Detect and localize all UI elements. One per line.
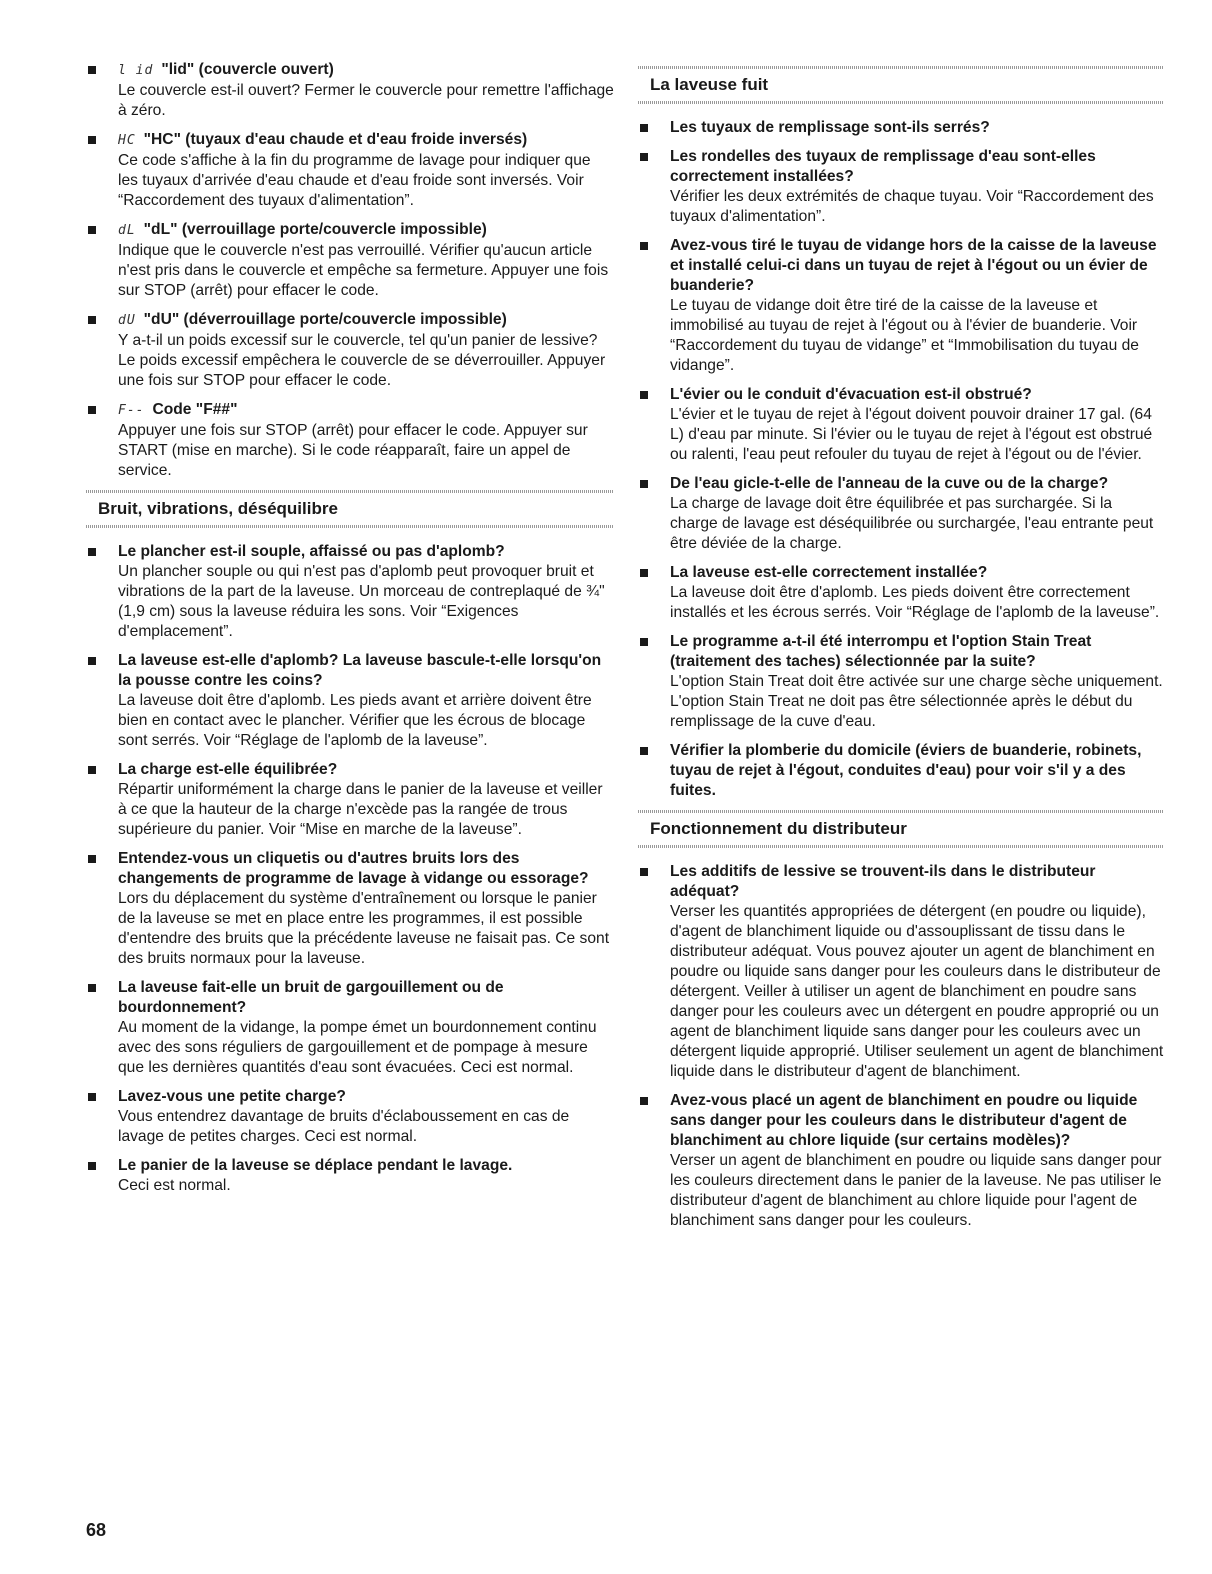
list-item [86,60,614,121]
item-answer: Indique que le couvercle n'est pas verrouillé. Vérifier qu'aucun article n'est pris dans le couvercle et empêche sa fermeture. Appuyer une fois sur STOP (arrêt) pour effacer le code. [118,242,609,299]
list-item [638,236,1164,376]
item-question: l id "lid" (couvercle ouvert) [118,61,334,78]
list-item [86,130,614,211]
list-item [86,760,614,840]
item-answer: Ce code s'affiche à la fin du programme de lavage pour indiquer que les tuyaux d'arrivée d'eau chaude et d'eau froide sont inversés. Voir “Raccordement des tuyaux d'alimentation”. [118,152,591,209]
display-code-icon: F-- [118,403,145,418]
bullet-icon [88,316,96,324]
divider [86,525,614,528]
error-code-list [86,60,614,481]
item-question: La laveuse fait-elle un bruit de gargouillement ou de bourdonnement? [118,979,504,1016]
item-answer: Verser un agent de blanchiment en poudre ou liquide sans danger pour les couleurs directement dans le panier de la laveuse. Ne pas utiliser le distributeur d'agent de blanchiment au chlore liquide pour l'agent de blanchiment sans danger pour les couleurs. [670,1152,1162,1229]
item-answer: Y a-t-il un poids excessif sur le couvercle, tel qu'un panier de lessive? Le poids excessif empêchera le couvercle de se déverrouiller. Appuyer une fois sur STOP pour effacer le code. [118,332,606,389]
bullet-icon [640,747,648,755]
item-question: HC "HC" (tuyaux d'eau chaude et d'eau froide inversés) [118,131,528,148]
section-header-dispenser [638,810,1164,848]
item-question: Les tuyaux de remplissage sont-ils serrés? [670,119,990,136]
list-item [638,147,1164,227]
bullet-icon [88,66,96,74]
item-question: Avez-vous tiré le tuyau de vidange hors de la caisse de la laveuse et installé celui-ci dans un tuyau de rejet à l'égout ou un évier de buanderie? [670,237,1157,294]
section-header-leak [638,66,1164,104]
section-title: La laveuse fuit [650,75,769,94]
list-item [86,220,614,301]
divider [638,845,1164,848]
bullet-icon [640,569,648,577]
list-item [638,862,1164,1082]
list-item [638,563,1164,623]
item-question: Les additifs de lessive se trouvent-ils dans le distributeur adéquat? [670,863,1096,900]
item-answer: Le tuyau de vidange doit être tiré de la caisse de la laveuse et immobilisé au tuyau de rejet à l'égout ou à l'évier de buanderie. Voir “Raccordement du tuyau de vidange” et “Immobilisation du tuyau de vidange”. [670,297,1139,374]
section-header-noise [86,490,614,528]
bullet-icon [88,226,96,234]
item-answer: La laveuse doit être d'aplomb. Les pieds doivent être correctement installés et les écrous serrés. Voir “Réglage de l'aplomb de la laveuse”. [670,584,1160,621]
item-question: L'évier ou le conduit d'évacuation est-il obstrué? [670,386,1032,403]
item-question: Vérifier la plomberie du domicile (éviers de buanderie, robinets, tuyau de rejet à l'égout, conduites d'eau) pour voir s'il y a des fuites. [670,742,1142,799]
list-item [638,474,1164,554]
item-answer: La laveuse doit être d'aplomb. Les pieds avant et arrière doivent être bien en contact avec le plancher. Vérifier que les écrous de blocage sont serrés. Voir “Réglage de l'aplomb de la laveuse”. [118,692,592,749]
item-question: Le plancher est-il souple, affaissé ou pas d'aplomb? [118,543,505,560]
item-answer: Ceci est normal. [118,1177,231,1194]
section-title: Fonctionnement du distributeur [650,819,907,838]
bullet-icon [640,480,648,488]
left-column [86,60,614,1205]
item-answer: L'option Stain Treat doit être activée sur une charge sèche uniquement. L'option Stain Treat ne doit pas être sélectionnée après le début du remplissage de la cuve d'eau. [670,673,1163,730]
item-question: Les rondelles des tuyaux de remplissage d'eau sont-elles correctement installées? [670,148,1096,185]
item-answer: Répartir uniformément la charge dans le panier de la laveuse et veiller à ce que la hauteur de la charge n'excède pas la rangée de trous supérieure du panier. Voir “Mise en marche de la laveuse”. [118,781,603,838]
item-question: La charge est-elle équilibrée? [118,761,338,778]
list-item [86,651,614,751]
item-answer: L'évier et le tuyau de rejet à l'égout doivent pouvoir drainer 17 gal. (64 L) d'eau par minute. Si l'évier ou le tuyau de rejet à l'égout est obstrué ou ralenti, l'eau peut refouler du tuyau de rejet à l'égout ou de l'évier. [670,406,1153,463]
bullet-icon [640,124,648,132]
item-answer: Verser les quantités appropriées de détergent (en poudre ou liquide), d'agent de blanchiment liquide ou d'assouplissant de tissu dans le distributeur adéquat. Vous pouvez ajouter un agent de blanchiment en poudre ou liquide sans danger pour les couleurs dans le distributeur de détergent. Veiller à utiliser un agent de blanchiment en poudre sans danger pour les couleurs avec un détergent en poudre approprié ou un agent de blanchiment liquide sans danger pour les couleurs avec un détergent liquide approprié. Utiliser seulement un agent de blanchiment liquide dans le distributeur d'agent de blanchiment. [670,903,1164,1080]
list-item [86,978,614,1078]
list-item [638,118,1164,138]
bullet-icon [88,548,96,556]
bullet-icon [640,1097,648,1105]
item-question: La laveuse est-elle d'aplomb? La laveuse bascule-t-elle lorsqu'on la pousse contre les coins? [118,652,602,689]
divider [638,101,1164,104]
item-answer: Lors du déplacement du système d'entraînement ou lorsque le panier de la laveuse se met en place entre les programmes, il est possible d'entendre des bruits que la précédente laveuse ne faisait pas. Ce sont des bruits normaux pour la laveuse. [118,890,610,967]
item-answer: Vous entendrez davantage de bruits d'éclaboussement en cas de lavage de petites charges. Ceci est normal. [118,1108,570,1145]
bullet-icon [640,638,648,646]
bullet-icon [640,391,648,399]
bullet-icon [88,1162,96,1170]
bullet-icon [88,766,96,774]
item-question: dL "dL" (verrouillage porte/couvercle impossible) [118,221,487,238]
item-answer: Appuyer une fois sur STOP (arrêt) pour effacer le code. Appuyer sur START (mise en marche). Si le code réapparaît, faire un appel de service. [118,422,588,479]
bullet-icon [88,855,96,863]
list-item [86,849,614,969]
list-item [638,741,1164,801]
item-answer: Au moment de la vidange, la pompe émet un bourdonnement continu avec des sons réguliers de gargouillement et de pompage à mesure que les dernières quantités d'eau sont évacuées. Ceci est normal. [118,1019,597,1076]
list-item [86,1156,614,1196]
page-number: 68 [86,1520,107,1540]
section-title: Bruit, vibrations, déséquilibre [98,499,338,518]
list-item [86,310,614,391]
bullet-icon [88,984,96,992]
dispenser-list [638,862,1164,1231]
list-item [86,1087,614,1147]
item-question: Entendez-vous un cliquetis ou d'autres bruits lors des changements de programme de lavage à vidange ou essorage? [118,850,589,887]
item-answer: La charge de lavage doit être équilibrée et pas surchargée. Si la charge de lavage est déséquilibrée ou surchargée, l'eau entrante peut être déviée de la charge. [670,495,1154,552]
item-question: dU "dU" (déverrouillage porte/couvercle impossible) [118,311,507,328]
display-code-icon: l id [118,63,154,78]
bullet-icon [88,657,96,665]
item-question: F-- Code "F##" [118,401,238,418]
right-column [638,60,1164,1240]
bullet-icon [88,136,96,144]
item-question: La laveuse est-elle correctement installée? [670,564,988,581]
item-question: Avez-vous placé un agent de blanchiment en poudre ou liquide sans danger pour les couleurs dans le distributeur d'agent de blanchiment au chlore liquide (sur certains modèles)? [670,1092,1138,1149]
bullet-icon [88,1093,96,1101]
item-question: De l'eau gicle-t-elle de l'anneau de la cuve ou de la charge? [670,475,1109,492]
bullet-icon [88,406,96,414]
bullet-icon [640,242,648,250]
list-item [638,1091,1164,1231]
item-question: Le programme a-t-il été interrompu et l'option Stain Treat (traitement des taches) sélectionnée par la suite? [670,633,1092,670]
list-item [86,542,614,642]
noise-list [86,542,614,1196]
display-code-icon: dU [118,313,136,328]
display-code-icon: HC [118,133,136,148]
item-answer: Le couvercle est-il ouvert? Fermer le couvercle pour remettre l'affichage à zéro. [118,82,614,119]
leak-list [638,118,1164,801]
item-question: Lavez-vous une petite charge? [118,1088,346,1105]
list-item [638,632,1164,732]
item-answer: Vérifier les deux extrémités de chaque tuyau. Voir “Raccordement des tuyaux d'alimentation”. [670,188,1154,225]
item-question: Le panier de la laveuse se déplace pendant le lavage. [118,1157,513,1174]
display-code-icon: dL [118,223,136,238]
list-item [638,385,1164,465]
item-answer: Un plancher souple ou qui n'est pas d'aplomb peut provoquer bruit et vibrations de la part de la laveuse. Un morceau de contreplaqué de ¾" (1,9 cm) sous la laveuse réduira les sons. Voir “Exigences d'emplacement”. [118,563,605,640]
bullet-icon [640,153,648,161]
bullet-icon [640,868,648,876]
list-item [86,400,614,481]
